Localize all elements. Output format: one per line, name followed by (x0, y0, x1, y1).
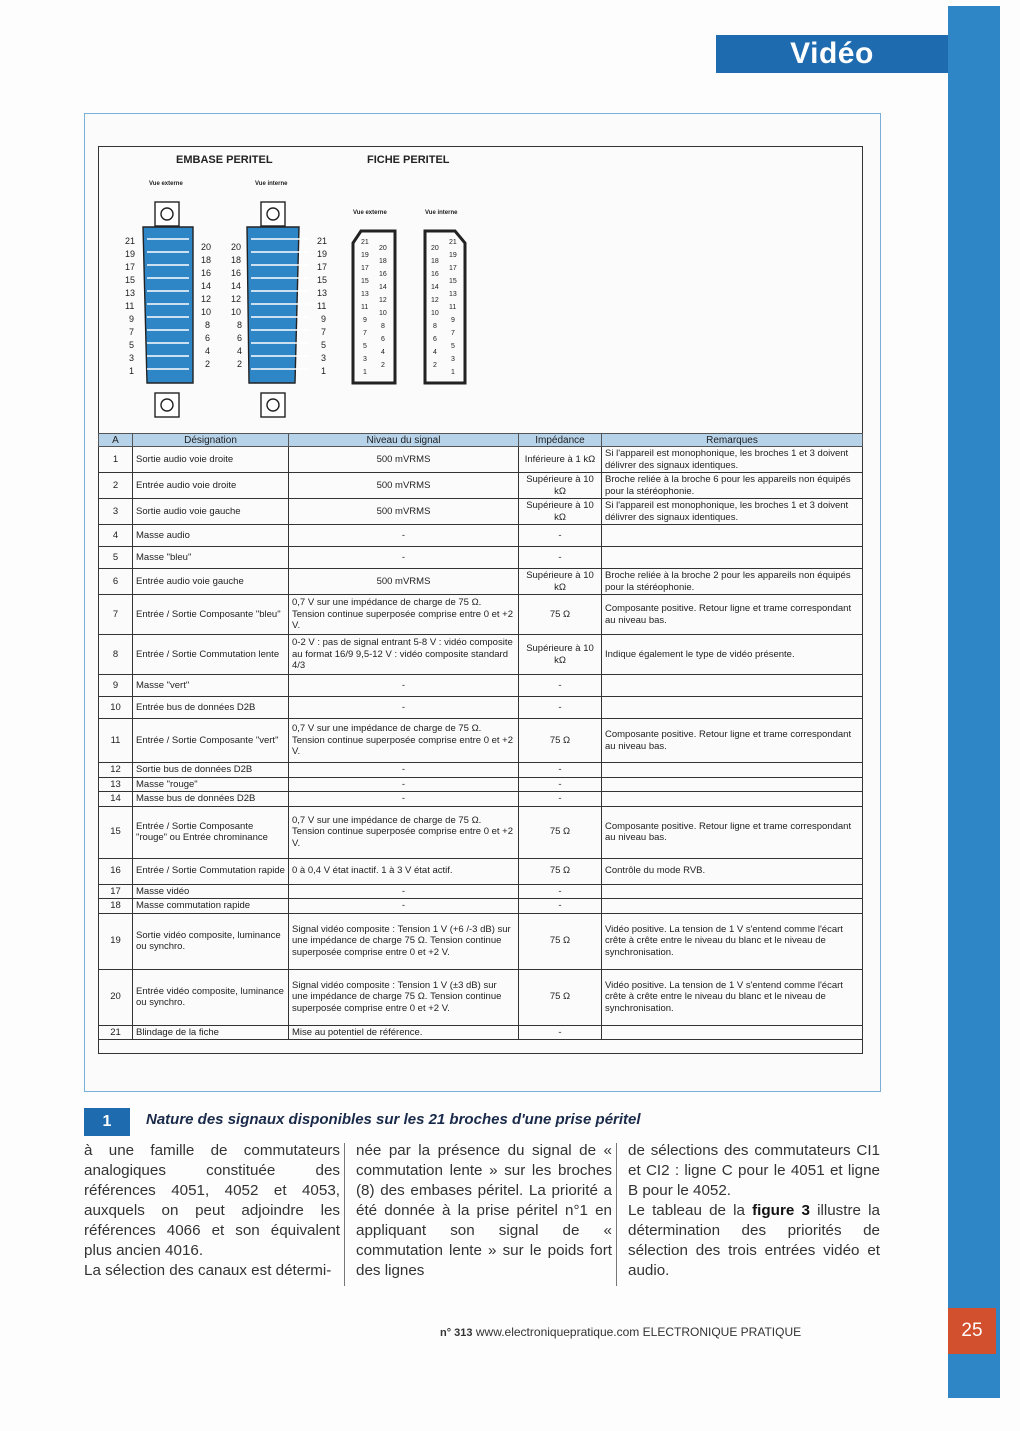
embase-internal-icon (247, 202, 309, 417)
svg-text:12: 12 (201, 294, 212, 304)
table-row (99, 792, 863, 807)
niveau-cell: 0 à 0,4 V état inactif. 1 à 3 V état actif. (289, 858, 519, 884)
remarques-cell: Indique également le type de vidéo présente. (602, 635, 863, 675)
body-column-3 (628, 1141, 880, 1281)
table-row (99, 473, 863, 499)
impedance-cell: - (519, 884, 602, 899)
svg-text:19: 19 (125, 249, 136, 259)
designation-cell: Sortie audio voie droite (133, 447, 289, 473)
peritel-diagram (99, 147, 861, 433)
table-row (99, 777, 863, 792)
designation-cell: Entrée bus de données D2B (133, 697, 289, 719)
impedance-cell: - (519, 1025, 602, 1040)
table-row (99, 806, 863, 858)
designation-cell: Entrée / Sortie Commutation lente (133, 635, 289, 675)
pin-cell: 20 (99, 969, 133, 1025)
svg-text:7: 7 (129, 327, 135, 337)
table-row (99, 447, 863, 473)
svg-text:14: 14 (431, 284, 439, 291)
pin-cell: 11 (99, 719, 133, 763)
svg-text:16: 16 (379, 271, 387, 278)
svg-text:18: 18 (201, 255, 212, 265)
remarques-cell (602, 884, 863, 899)
designation-cell: Sortie vidéo composite, luminance ou synchro. (133, 913, 289, 969)
designation-cell: Entrée / Sortie Composante "vert" (133, 719, 289, 763)
niveau-cell: - (289, 884, 519, 899)
column-divider (616, 1143, 617, 1286)
svg-text:8: 8 (205, 320, 211, 330)
table-row (99, 525, 863, 547)
svg-text:18: 18 (231, 255, 242, 265)
remarques-cell: Broche reliée à la broche 6 pour les appareils non équipés pour la stéréophonie. (602, 473, 863, 499)
svg-text:4: 4 (237, 346, 243, 356)
svg-text:20: 20 (201, 242, 212, 252)
pin-cell: 1 (99, 447, 133, 473)
svg-text:10: 10 (201, 307, 212, 317)
svg-text:20: 20 (379, 245, 387, 252)
remarques-cell: Contrôle du mode RVB. (602, 858, 863, 884)
pin-cell: 17 (99, 884, 133, 899)
pinout-table (98, 433, 863, 1040)
svg-text:15: 15 (317, 275, 328, 285)
svg-text:14: 14 (379, 284, 387, 291)
svg-text:5: 5 (451, 343, 455, 350)
remarques-cell (602, 675, 863, 697)
niveau-cell: 500 mVRMS (289, 499, 519, 525)
impedance-cell: - (519, 697, 602, 719)
section-title: Vidéo (716, 35, 948, 73)
designation-cell: Entrée / Sortie Composante "rouge" ou Entrée chrominance (133, 806, 289, 858)
svg-text:18: 18 (431, 258, 439, 265)
paragraph: de sélections des commutateurs CI1 et CI2 : ligne C pour le 4051 et ligne B pour le 4052. (628, 1142, 880, 1199)
figure-number: 1 (84, 1108, 130, 1136)
pin-cell: 3 (99, 499, 133, 525)
svg-text:2: 2 (381, 362, 385, 369)
svg-text:9: 9 (451, 317, 455, 324)
figure-reference: figure 3 (752, 1202, 810, 1219)
svg-text:3: 3 (363, 356, 367, 363)
remarques-cell (602, 777, 863, 792)
impedance-cell: - (519, 547, 602, 569)
niveau-cell: Signal vidéo composite : Tension 1 V (±3 dB) sur une impédance de charge 75 Ω. Tension continue superposée comprise entre 0 et +2 V. (289, 969, 519, 1025)
svg-text:6: 6 (381, 336, 385, 343)
remarques-cell (602, 899, 863, 914)
svg-text:13: 13 (317, 288, 328, 298)
niveau-cell: - (289, 899, 519, 914)
svg-text:4: 4 (433, 349, 437, 356)
svg-text:2: 2 (205, 359, 211, 369)
impedance-cell: Supérieure à 10 kΩ (519, 635, 602, 675)
remarques-cell (602, 525, 863, 547)
niveau-cell: 500 mVRMS (289, 569, 519, 595)
svg-text:3: 3 (451, 356, 455, 363)
svg-text:16: 16 (431, 271, 439, 278)
impedance-cell: - (519, 675, 602, 697)
figure-caption: Nature des signaux disponibles sur les 21 broches d'une prise péritel (146, 1111, 641, 1128)
svg-text:19: 19 (361, 252, 369, 259)
fiche-vue-interne: Vue interne (425, 210, 458, 216)
pin-cell: 19 (99, 913, 133, 969)
remarques-cell (602, 792, 863, 807)
page-footer (440, 1325, 801, 1339)
svg-text:16: 16 (201, 268, 212, 278)
paragraph: Le tableau de la figure 3 illustre la détermination des priorités de sélection des trois entrées vidéo et audio. (628, 1202, 880, 1279)
remarques-cell (602, 1025, 863, 1040)
svg-text:14: 14 (201, 281, 212, 291)
svg-text:6: 6 (237, 333, 243, 343)
table-row (99, 884, 863, 899)
svg-text:2: 2 (433, 362, 437, 369)
column-divider (344, 1143, 345, 1286)
remarques-cell: Composante positive. Retour ligne et trame correspondant au niveau bas. (602, 719, 863, 763)
svg-text:16: 16 (231, 268, 242, 278)
page-number: 25 (948, 1308, 996, 1354)
niveau-cell: - (289, 697, 519, 719)
table-row (99, 635, 863, 675)
svg-text:8: 8 (237, 320, 243, 330)
fiche-pin-numbers (361, 239, 457, 376)
designation-cell: Masse audio (133, 525, 289, 547)
impedance-cell: 75 Ω (519, 858, 602, 884)
designation-cell: Masse commutation rapide (133, 899, 289, 914)
remarques-cell: Vidéo positive. La tension de 1 V s'entend comme l'écart crête à crête entre le niveau du blanc et le niveau de synchronisation. (602, 969, 863, 1025)
svg-text:12: 12 (431, 297, 439, 304)
svg-text:1: 1 (129, 366, 135, 376)
embase-external-icon (143, 202, 193, 417)
impedance-cell: - (519, 792, 602, 807)
svg-text:8: 8 (381, 323, 385, 330)
pin-cell: 4 (99, 525, 133, 547)
svg-text:17: 17 (125, 262, 136, 272)
svg-text:11: 11 (125, 301, 135, 311)
niveau-cell: Mise au potentiel de référence. (289, 1025, 519, 1040)
svg-text:12: 12 (231, 294, 242, 304)
svg-text:19: 19 (317, 249, 328, 259)
niveau-cell: 0,7 V sur une impédance de charge de 75 Ω. Tension continue superposée comprise entre 0 et +2 V. (289, 719, 519, 763)
table-row (99, 913, 863, 969)
svg-text:7: 7 (321, 327, 327, 337)
pin-cell: 14 (99, 792, 133, 807)
svg-text:6: 6 (433, 336, 437, 343)
niveau-cell: Signal vidéo composite : Tension 1 V (+6 /-3 dB) sur une impédance de charge 75 Ω. Tension continue superposée comprise entre 0 et +2 V. (289, 913, 519, 969)
impedance-cell: 75 Ω (519, 806, 602, 858)
svg-text:19: 19 (449, 252, 457, 259)
designation-cell: Masse "vert" (133, 675, 289, 697)
svg-text:7: 7 (451, 330, 455, 337)
svg-text:6: 6 (205, 333, 211, 343)
svg-text:1: 1 (363, 369, 367, 376)
designation-cell: Entrée audio voie droite (133, 473, 289, 499)
niveau-cell: 0,7 V sur une impédance de charge de 75 Ω. Tension continue superposée comprise entre 0 et +2 V. (289, 806, 519, 858)
svg-text:17: 17 (449, 265, 457, 272)
table-row (99, 547, 863, 569)
table-row (99, 858, 863, 884)
pin-cell: 9 (99, 675, 133, 697)
table-row (99, 595, 863, 635)
svg-text:10: 10 (379, 310, 387, 317)
svg-text:15: 15 (449, 278, 457, 285)
impedance-cell: 75 Ω (519, 719, 602, 763)
col-header-impedance: Impédance (519, 434, 602, 447)
svg-text:5: 5 (321, 340, 327, 350)
svg-text:4: 4 (381, 349, 385, 356)
impedance-cell: 75 Ω (519, 595, 602, 635)
svg-text:20: 20 (431, 245, 439, 252)
svg-text:21: 21 (317, 236, 328, 246)
connector-drawings (99, 147, 861, 433)
magazine-name: ELECTRONIQUE PRATIQUE (642, 1325, 802, 1339)
col-header-designation: Désignation (133, 434, 289, 447)
table-row (99, 569, 863, 595)
table-row (99, 899, 863, 914)
niveau-cell: - (289, 777, 519, 792)
svg-text:18: 18 (379, 258, 387, 265)
remarques-cell (602, 763, 863, 778)
col-header-remarques: Remarques (602, 434, 863, 447)
impedance-cell: Inférieure à 1 kΩ (519, 447, 602, 473)
svg-text:15: 15 (125, 275, 136, 285)
fiche-title: FICHE PERITEL (367, 154, 450, 166)
col-header-niveau: Niveau du signal (289, 434, 519, 447)
pin-cell: 6 (99, 569, 133, 595)
body-column-1 (84, 1141, 340, 1281)
table-row (99, 719, 863, 763)
impedance-cell: 75 Ω (519, 969, 602, 1025)
svg-text:11: 11 (361, 304, 369, 311)
fiche-internal-icon (425, 231, 465, 383)
pin-cell: 8 (99, 635, 133, 675)
impedance-cell: - (519, 763, 602, 778)
svg-text:12: 12 (379, 297, 387, 304)
embase-vue-interne: Vue interne (255, 181, 288, 187)
designation-cell: Masse bus de données D2B (133, 792, 289, 807)
impedance-cell: Supérieure à 10 kΩ (519, 499, 602, 525)
niveau-cell: 500 mVRMS (289, 473, 519, 499)
body-column-2 (356, 1141, 612, 1281)
svg-text:21: 21 (361, 239, 369, 246)
remarques-cell: Broche reliée à la broche 2 pour les appareils non équipés pour la stéréophonie. (602, 569, 863, 595)
impedance-cell: - (519, 777, 602, 792)
svg-text:21: 21 (125, 236, 136, 246)
designation-cell: Blindage de la fiche (133, 1025, 289, 1040)
designation-cell: Masse "bleu" (133, 547, 289, 569)
pin-cell: 10 (99, 697, 133, 719)
table-row (99, 697, 863, 719)
svg-text:17: 17 (361, 265, 369, 272)
svg-text:3: 3 (321, 353, 327, 363)
svg-text:7: 7 (363, 330, 367, 337)
table-header-row (99, 434, 863, 447)
remarques-cell: Composante positive. Retour ligne et trame correspondant au niveau bas. (602, 806, 863, 858)
svg-text:11: 11 (449, 304, 457, 311)
paragraph: La sélection des canaux est détermi- (84, 1262, 332, 1279)
issue-number: n° 313 (440, 1327, 473, 1339)
fiche-vue-externe: Vue externe (353, 210, 387, 216)
embase-vue-externe: Vue externe (149, 181, 183, 187)
svg-text:5: 5 (129, 340, 135, 350)
pin-cell: 2 (99, 473, 133, 499)
svg-text:13: 13 (125, 288, 136, 298)
svg-text:14: 14 (231, 281, 242, 291)
designation-cell: Sortie bus de données D2B (133, 763, 289, 778)
pin-cell: 18 (99, 899, 133, 914)
designation-cell: Sortie audio voie gauche (133, 499, 289, 525)
designation-cell: Entrée vidéo composite, luminance ou synchro. (133, 969, 289, 1025)
pin-cell: 15 (99, 806, 133, 858)
svg-text:9: 9 (363, 317, 367, 324)
embase-title: EMBASE PERITEL (176, 154, 273, 166)
svg-text:21: 21 (449, 239, 457, 246)
designation-cell: Entrée / Sortie Composante "bleu" (133, 595, 289, 635)
remarques-cell: Si l'appareil est monophonique, les broches 1 et 3 doivent délivrer des signaux identiques. (602, 447, 863, 473)
designation-cell: Masse vidéo (133, 884, 289, 899)
paragraph: née par la présence du signal de « commutation lente » sur les broches (8) des embases péritel. La priorité a été donnée à la prise péritel n°1 en appliquant son signal de « commutation lente » sur le poids fort des lignes (356, 1142, 612, 1279)
impedance-cell: Supérieure à 10 kΩ (519, 473, 602, 499)
table-row (99, 499, 863, 525)
remarques-cell (602, 547, 863, 569)
niveau-cell: - (289, 763, 519, 778)
col-header-pin: A (99, 434, 133, 447)
svg-text:13: 13 (449, 291, 457, 298)
niveau-cell: - (289, 547, 519, 569)
niveau-cell: 500 mVRMS (289, 447, 519, 473)
paragraph: à une famille de commutateurs analogiques constituée des références 4051, 4052 et 4053, auxquels on peut adjoindre les références 4066 et son équivalent plus ancien 4016. (84, 1142, 340, 1259)
pin-cell: 12 (99, 763, 133, 778)
pin-cell: 16 (99, 858, 133, 884)
fiche-external-icon (353, 231, 395, 383)
impedance-cell: Supérieure à 10 kΩ (519, 569, 602, 595)
designation-cell: Entrée audio voie gauche (133, 569, 289, 595)
svg-text:4: 4 (205, 346, 211, 356)
pin-cell: 21 (99, 1025, 133, 1040)
svg-text:5: 5 (363, 343, 367, 350)
designation-cell: Entrée / Sortie Commutation rapide (133, 858, 289, 884)
pin-cell: 5 (99, 547, 133, 569)
table-row (99, 675, 863, 697)
svg-text:15: 15 (361, 278, 369, 285)
table-row (99, 969, 863, 1025)
svg-text:3: 3 (129, 353, 135, 363)
svg-text:1: 1 (451, 369, 455, 376)
svg-text:2: 2 (237, 359, 243, 369)
page-sidebar-band (948, 6, 1000, 1398)
website-link[interactable]: www.electroniquepratique.com (475, 1325, 640, 1339)
svg-text:17: 17 (317, 262, 328, 272)
remarques-cell: Vidéo positive. La tension de 1 V s'entend comme l'écart crête à crête entre le niveau du blanc et le niveau de synchronisation. (602, 913, 863, 969)
pin-cell: 7 (99, 595, 133, 635)
svg-text:20: 20 (231, 242, 242, 252)
svg-text:9: 9 (321, 314, 327, 324)
table-row (99, 763, 863, 778)
niveau-cell: - (289, 792, 519, 807)
impedance-cell: - (519, 525, 602, 547)
remarques-cell: Composante positive. Retour ligne et trame correspondant au niveau bas. (602, 595, 863, 635)
impedance-cell: 75 Ω (519, 913, 602, 969)
svg-text:9: 9 (129, 314, 135, 324)
svg-text:8: 8 (433, 323, 437, 330)
svg-text:10: 10 (231, 307, 242, 317)
table-row (99, 1025, 863, 1040)
niveau-cell: 0-2 V : pas de signal entrant 5-8 V : vidéo composite au format 16/9 9,5-12 V : vidéo composite standard 4/3 (289, 635, 519, 675)
svg-text:13: 13 (361, 291, 369, 298)
pin-cell: 13 (99, 777, 133, 792)
svg-text:1: 1 (321, 366, 327, 376)
niveau-cell: - (289, 675, 519, 697)
designation-cell: Masse "rouge" (133, 777, 289, 792)
niveau-cell: - (289, 525, 519, 547)
remarques-cell: Si l'appareil est monophonique, les broches 1 et 3 doivent délivrer des signaux identiques. (602, 499, 863, 525)
niveau-cell: 0,7 V sur une impédance de charge de 75 Ω. Tension continue superposée comprise entre 0 et +2 V. (289, 595, 519, 635)
remarques-cell (602, 697, 863, 719)
impedance-cell: - (519, 899, 602, 914)
svg-text:10: 10 (431, 310, 439, 317)
svg-text:11: 11 (317, 301, 327, 311)
